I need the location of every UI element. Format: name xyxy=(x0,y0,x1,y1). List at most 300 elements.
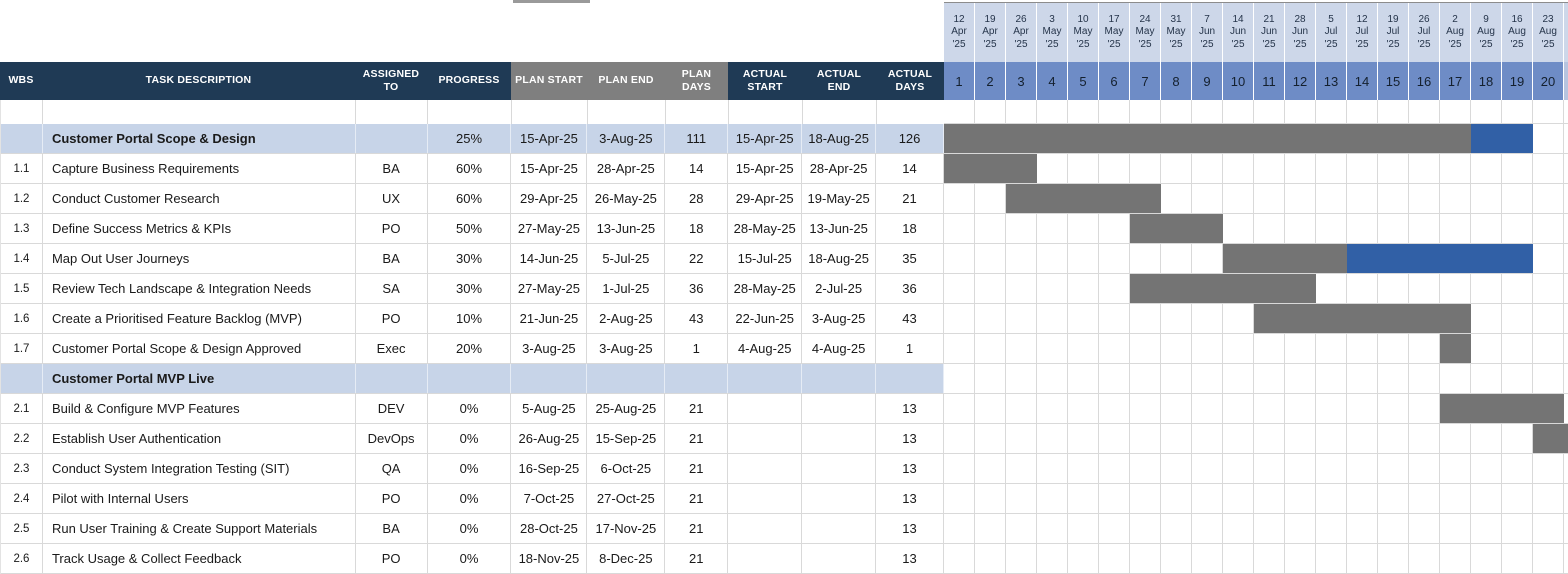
gantt-cell[interactable] xyxy=(1409,214,1440,244)
cell-task[interactable]: Conduct System Integration Testing (SIT) xyxy=(43,454,356,483)
gantt-cell[interactable] xyxy=(1347,184,1378,214)
gantt-cell[interactable] xyxy=(944,214,975,244)
cell-assigned[interactable] xyxy=(356,124,428,153)
cell-assigned[interactable]: PO xyxy=(356,484,428,513)
gantt-cell[interactable] xyxy=(1161,364,1192,394)
gantt-cell[interactable] xyxy=(1254,154,1285,184)
cell-actual_start[interactable] xyxy=(728,424,802,453)
gantt-cell[interactable] xyxy=(1533,484,1564,514)
gantt-cell[interactable] xyxy=(1037,364,1068,394)
gantt-cell[interactable] xyxy=(1223,154,1254,184)
cell-wbs[interactable]: 2.5 xyxy=(1,514,43,543)
cell-plan_end[interactable]: 25-Aug-25 xyxy=(587,394,665,423)
gantt-cell[interactable] xyxy=(1006,304,1037,334)
gantt-cell[interactable] xyxy=(1347,364,1378,394)
cell-plan_days[interactable]: 28 xyxy=(665,184,728,213)
gantt-cell[interactable] xyxy=(1192,424,1223,454)
cell-actual_days[interactable]: 13 xyxy=(876,514,944,543)
cell-task[interactable]: Track Usage & Collect Feedback xyxy=(43,544,356,573)
cell-plan_end[interactable]: 3-Aug-25 xyxy=(587,124,665,153)
cell-task[interactable]: Customer Portal Scope & Design xyxy=(43,124,356,153)
gantt-cell[interactable] xyxy=(1037,424,1068,454)
timeline-week-cell[interactable]: 9 xyxy=(1192,62,1223,100)
cell-progress[interactable]: 0% xyxy=(428,544,512,573)
cell-actual_start[interactable]: 28-May-25 xyxy=(728,274,802,303)
cell-progress[interactable]: 50% xyxy=(428,214,512,243)
gantt-cell[interactable] xyxy=(1130,364,1161,394)
timeline-date-cell[interactable] xyxy=(1440,3,1471,62)
cell-task[interactable]: Pilot with Internal Users xyxy=(43,484,356,513)
timeline-week-cell[interactable]: 15 xyxy=(1378,62,1409,100)
gantt-cell[interactable] xyxy=(1161,154,1192,184)
gantt-cell[interactable] xyxy=(1254,544,1285,574)
gantt-cell[interactable] xyxy=(1223,424,1254,454)
gantt-cell[interactable] xyxy=(1192,184,1223,214)
cell-actual_end[interactable] xyxy=(802,424,876,453)
cell-progress[interactable]: 30% xyxy=(428,274,512,303)
cell-actual_days[interactable]: 13 xyxy=(876,394,944,423)
cell-wbs[interactable]: 1.2 xyxy=(1,184,43,213)
gantt-cell[interactable] xyxy=(1006,274,1037,304)
gantt-bar-gray[interactable] xyxy=(1254,304,1471,333)
gantt-cell[interactable] xyxy=(1099,274,1130,304)
gantt-cell[interactable] xyxy=(1533,364,1564,394)
spacer-cell-wbs[interactable] xyxy=(1,100,43,124)
gantt-cell[interactable] xyxy=(1347,424,1378,454)
cell-plan_days[interactable]: 21 xyxy=(665,484,728,513)
cell-plan_end[interactable]: 6-Oct-25 xyxy=(587,454,665,483)
cell-plan_days[interactable]: 1 xyxy=(665,334,728,363)
gantt-cell[interactable] xyxy=(1409,394,1440,424)
gantt-cell[interactable] xyxy=(1440,544,1471,574)
gantt-bar-gray[interactable] xyxy=(1440,394,1564,423)
cell-task[interactable]: Create a Prioritised Feature Backlog (MVP) xyxy=(43,304,356,333)
timeline-date-cell[interactable] xyxy=(1006,3,1037,62)
cell-progress[interactable]: 10% xyxy=(428,304,512,333)
gantt-cell[interactable] xyxy=(1409,364,1440,394)
gantt-cell[interactable] xyxy=(1378,364,1409,394)
gantt-cell[interactable] xyxy=(1068,514,1099,544)
cell-task[interactable]: Conduct Customer Research xyxy=(43,184,356,213)
cell-actual_days[interactable]: 35 xyxy=(876,244,944,273)
timeline-date-cell[interactable] xyxy=(1192,3,1223,62)
cell-actual_end[interactable]: 13-Jun-25 xyxy=(802,214,876,243)
cell-plan_start[interactable]: 3-Aug-25 xyxy=(511,334,587,363)
gantt-cell[interactable] xyxy=(1285,154,1316,184)
cell-actual_end[interactable]: 3-Aug-25 xyxy=(802,304,876,333)
gantt-cell[interactable] xyxy=(1006,100,1037,124)
gantt-cell[interactable] xyxy=(1037,274,1068,304)
cell-assigned[interactable]: PO xyxy=(356,544,428,573)
spacer-cell-actual_end[interactable] xyxy=(803,100,877,124)
cell-actual_end[interactable]: 28-Apr-25 xyxy=(802,154,876,183)
cell-wbs[interactable]: 2.4 xyxy=(1,484,43,513)
cell-actual_days[interactable]: 14 xyxy=(876,154,944,183)
cell-actual_end[interactable]: 18-Aug-25 xyxy=(802,124,876,153)
gantt-cell[interactable] xyxy=(1409,274,1440,304)
gantt-cell[interactable] xyxy=(1192,364,1223,394)
cell-actual_end[interactable] xyxy=(802,514,876,543)
gantt-cell[interactable] xyxy=(1192,100,1223,124)
gantt-cell[interactable] xyxy=(1502,544,1533,574)
gantt-cell[interactable] xyxy=(944,454,975,484)
gantt-cell[interactable] xyxy=(1285,544,1316,574)
gantt-cell[interactable] xyxy=(1502,334,1533,364)
timeline-date-cell[interactable] xyxy=(1347,3,1378,62)
cell-actual_start[interactable]: 15-Apr-25 xyxy=(728,154,802,183)
cell-assigned[interactable]: Exec xyxy=(356,334,428,363)
gantt-cell[interactable] xyxy=(1440,364,1471,394)
cell-actual_start[interactable]: 22-Jun-25 xyxy=(728,304,802,333)
gantt-cell[interactable] xyxy=(1316,214,1347,244)
cell-plan_start[interactable]: 7-Oct-25 xyxy=(511,484,587,513)
cell-progress[interactable]: 30% xyxy=(428,244,512,273)
cell-plan_end[interactable]: 17-Nov-25 xyxy=(587,514,665,543)
cell-plan_days[interactable]: 43 xyxy=(665,304,728,333)
cell-assigned[interactable]: DEV xyxy=(356,394,428,423)
gantt-cell[interactable] xyxy=(1099,364,1130,394)
cell-actual_end[interactable] xyxy=(802,364,876,393)
cell-plan_start[interactable]: 18-Nov-25 xyxy=(511,544,587,573)
gantt-cell[interactable] xyxy=(1409,334,1440,364)
header-cell-plan_end[interactable]: PLAN END xyxy=(587,62,665,100)
gantt-cell[interactable] xyxy=(1471,454,1502,484)
gantt-cell[interactable] xyxy=(1533,304,1564,334)
gantt-cell[interactable] xyxy=(975,364,1006,394)
cell-actual_days[interactable]: 126 xyxy=(876,124,944,153)
gantt-cell[interactable] xyxy=(1378,100,1409,124)
gantt-cell[interactable] xyxy=(944,364,975,394)
gantt-cell[interactable] xyxy=(1347,214,1378,244)
gantt-cell[interactable] xyxy=(1347,394,1378,424)
cell-plan_end[interactable]: 13-Jun-25 xyxy=(587,214,665,243)
gantt-cell[interactable] xyxy=(1130,394,1161,424)
cell-plan_start[interactable]: 15-Apr-25 xyxy=(511,124,587,153)
gantt-cell[interactable] xyxy=(1068,214,1099,244)
gantt-cell[interactable] xyxy=(1192,394,1223,424)
gantt-cell[interactable] xyxy=(975,214,1006,244)
gantt-cell[interactable] xyxy=(1378,274,1409,304)
gantt-cell[interactable] xyxy=(1130,484,1161,514)
cell-progress[interactable]: 25% xyxy=(428,124,512,153)
gantt-cell[interactable] xyxy=(1161,544,1192,574)
gantt-cell[interactable] xyxy=(1223,544,1254,574)
gantt-bar-blue[interactable] xyxy=(1347,244,1533,273)
cell-plan_end[interactable]: 15-Sep-25 xyxy=(587,424,665,453)
cell-assigned[interactable]: BA xyxy=(356,514,428,543)
gantt-cell[interactable] xyxy=(1006,484,1037,514)
spacer-cell-progress[interactable] xyxy=(428,100,512,124)
gantt-cell[interactable] xyxy=(1533,100,1564,124)
gantt-cell[interactable] xyxy=(1068,100,1099,124)
cell-progress[interactable]: 0% xyxy=(428,424,512,453)
gantt-cell[interactable] xyxy=(1409,184,1440,214)
cell-assigned[interactable] xyxy=(356,364,428,393)
gantt-cell[interactable] xyxy=(1347,334,1378,364)
gantt-cell[interactable] xyxy=(975,304,1006,334)
cell-actual_end[interactable] xyxy=(802,454,876,483)
timeline-date-cell[interactable] xyxy=(1068,3,1099,62)
gantt-cell[interactable] xyxy=(975,274,1006,304)
gantt-cell[interactable] xyxy=(1254,334,1285,364)
gantt-cell[interactable] xyxy=(1223,100,1254,124)
timeline-week-cell[interactable]: 2 xyxy=(975,62,1006,100)
timeline-date-cell[interactable] xyxy=(1161,3,1192,62)
gantt-cell[interactable] xyxy=(1130,244,1161,274)
gantt-cell[interactable] xyxy=(1192,154,1223,184)
gantt-cell[interactable] xyxy=(1409,154,1440,184)
cell-progress[interactable]: 20% xyxy=(428,334,512,363)
spacer-cell-task[interactable] xyxy=(43,100,356,124)
cell-assigned[interactable]: UX xyxy=(356,184,428,213)
gantt-cell[interactable] xyxy=(1378,154,1409,184)
timeline-date-cell[interactable] xyxy=(1099,3,1130,62)
header-cell-plan_start[interactable]: PLAN START xyxy=(511,62,587,100)
gantt-cell[interactable] xyxy=(1347,154,1378,184)
cell-plan_end[interactable]: 2-Aug-25 xyxy=(587,304,665,333)
timeline-week-cell[interactable]: 4 xyxy=(1037,62,1068,100)
cell-plan_start[interactable]: 26-Aug-25 xyxy=(511,424,587,453)
gantt-cell[interactable] xyxy=(1192,454,1223,484)
gantt-cell[interactable] xyxy=(1254,484,1285,514)
gantt-cell[interactable] xyxy=(1533,184,1564,214)
cell-plan_end[interactable]: 28-Apr-25 xyxy=(587,154,665,183)
gantt-bar-gray[interactable] xyxy=(1533,424,1568,453)
spacer-cell-actual_days[interactable] xyxy=(877,100,945,124)
gantt-cell[interactable] xyxy=(1285,334,1316,364)
gantt-cell[interactable] xyxy=(1192,334,1223,364)
timeline-week-cell[interactable]: 1 xyxy=(944,62,975,100)
gantt-cell[interactable] xyxy=(1285,454,1316,484)
gantt-cell[interactable] xyxy=(1409,514,1440,544)
cell-task[interactable]: Build & Configure MVP Features xyxy=(43,394,356,423)
gantt-cell[interactable] xyxy=(1533,274,1564,304)
gantt-cell[interactable] xyxy=(1347,484,1378,514)
gantt-cell[interactable] xyxy=(1161,484,1192,514)
gantt-cell[interactable] xyxy=(1192,544,1223,574)
cell-plan_days[interactable]: 21 xyxy=(665,454,728,483)
gantt-cell[interactable] xyxy=(1099,454,1130,484)
gantt-cell[interactable] xyxy=(1006,334,1037,364)
cell-actual_end[interactable]: 2-Jul-25 xyxy=(802,274,876,303)
gantt-cell[interactable] xyxy=(1347,274,1378,304)
gantt-cell[interactable] xyxy=(1378,454,1409,484)
timeline-week-cell[interactable]: 3 xyxy=(1006,62,1037,100)
gantt-cell[interactable] xyxy=(1471,304,1502,334)
gantt-cell[interactable] xyxy=(1471,154,1502,184)
gantt-cell[interactable] xyxy=(1130,100,1161,124)
gantt-bar-blue[interactable] xyxy=(1471,124,1533,153)
cell-assigned[interactable]: SA xyxy=(356,274,428,303)
gantt-cell[interactable] xyxy=(975,484,1006,514)
cell-actual_start[interactable] xyxy=(728,484,802,513)
cell-plan_end[interactable]: 1-Jul-25 xyxy=(587,274,665,303)
gantt-cell[interactable] xyxy=(1254,100,1285,124)
gantt-cell[interactable] xyxy=(1254,364,1285,394)
timeline-week-cell[interactable]: 19 xyxy=(1502,62,1533,100)
spacer-cell-plan_end[interactable] xyxy=(588,100,666,124)
gantt-cell[interactable] xyxy=(1161,100,1192,124)
cell-actual_start[interactable] xyxy=(728,364,802,393)
gantt-cell[interactable] xyxy=(1192,244,1223,274)
header-cell-progress[interactable]: PROGRESS xyxy=(427,62,511,100)
gantt-cell[interactable] xyxy=(1161,394,1192,424)
gantt-cell[interactable] xyxy=(1502,184,1533,214)
gantt-cell[interactable] xyxy=(1471,184,1502,214)
gantt-cell[interactable] xyxy=(1471,424,1502,454)
timeline-date-cell[interactable] xyxy=(1378,3,1409,62)
gantt-cell[interactable] xyxy=(1037,544,1068,574)
gantt-cell[interactable] xyxy=(944,544,975,574)
cell-actual_start[interactable]: 4-Aug-25 xyxy=(728,334,802,363)
gantt-cell[interactable] xyxy=(1378,214,1409,244)
gantt-cell[interactable] xyxy=(1533,154,1564,184)
gantt-cell[interactable] xyxy=(1068,244,1099,274)
gantt-cell[interactable] xyxy=(944,394,975,424)
spacer-cell-actual_start[interactable] xyxy=(729,100,803,124)
cell-progress[interactable] xyxy=(428,364,512,393)
gantt-cell[interactable] xyxy=(1316,544,1347,574)
gantt-cell[interactable] xyxy=(975,244,1006,274)
cell-task[interactable]: Customer Portal Scope & Design Approved xyxy=(43,334,356,363)
gantt-cell[interactable] xyxy=(1223,334,1254,364)
gantt-cell[interactable] xyxy=(1347,544,1378,574)
cell-wbs[interactable]: 1.6 xyxy=(1,304,43,333)
gantt-cell[interactable] xyxy=(1099,484,1130,514)
cell-plan_days[interactable]: 21 xyxy=(665,544,728,573)
timeline-week-cell[interactable]: 5 xyxy=(1068,62,1099,100)
gantt-cell[interactable] xyxy=(1502,274,1533,304)
gantt-cell[interactable] xyxy=(1223,364,1254,394)
gantt-cell[interactable] xyxy=(1471,274,1502,304)
cell-assigned[interactable]: DevOps xyxy=(356,424,428,453)
timeline-date-cell[interactable] xyxy=(1254,3,1285,62)
gantt-cell[interactable] xyxy=(944,100,975,124)
gantt-cell[interactable] xyxy=(1285,394,1316,424)
cell-assigned[interactable]: PO xyxy=(356,214,428,243)
cell-actual_start[interactable]: 28-May-25 xyxy=(728,214,802,243)
gantt-cell[interactable] xyxy=(1440,214,1471,244)
gantt-cell[interactable] xyxy=(1285,214,1316,244)
gantt-cell[interactable] xyxy=(1316,514,1347,544)
cell-task[interactable]: Review Tech Landscape & Integration Needs xyxy=(43,274,356,303)
gantt-cell[interactable] xyxy=(1409,424,1440,454)
gantt-cell[interactable] xyxy=(1130,454,1161,484)
cell-actual_days[interactable]: 43 xyxy=(876,304,944,333)
gantt-cell[interactable] xyxy=(1006,244,1037,274)
gantt-cell[interactable] xyxy=(1533,544,1564,574)
cell-plan_days[interactable]: 14 xyxy=(665,154,728,183)
cell-actual_end[interactable]: 4-Aug-25 xyxy=(802,334,876,363)
cell-assigned[interactable]: BA xyxy=(356,244,428,273)
header-cell-plan_days[interactable]: PLAN DAYS xyxy=(665,62,728,100)
cell-wbs[interactable]: 2.3 xyxy=(1,454,43,483)
gantt-cell[interactable] xyxy=(1037,214,1068,244)
gantt-cell[interactable] xyxy=(1223,514,1254,544)
cell-plan_end[interactable]: 8-Dec-25 xyxy=(587,544,665,573)
gantt-cell[interactable] xyxy=(1037,454,1068,484)
cell-actual_end[interactable] xyxy=(802,394,876,423)
timeline-date-cell[interactable] xyxy=(1316,3,1347,62)
cell-wbs[interactable]: 1.5 xyxy=(1,274,43,303)
header-cell-actual_end[interactable]: ACTUAL END xyxy=(802,62,876,100)
gantt-cell[interactable] xyxy=(1378,184,1409,214)
gantt-cell[interactable] xyxy=(1068,304,1099,334)
gantt-cell[interactable] xyxy=(944,184,975,214)
timeline-week-cell[interactable]: 20 xyxy=(1533,62,1564,100)
timeline-week-cell[interactable]: 10 xyxy=(1223,62,1254,100)
gantt-cell[interactable] xyxy=(1161,334,1192,364)
gantt-cell[interactable] xyxy=(1471,214,1502,244)
gantt-cell[interactable] xyxy=(1440,514,1471,544)
cell-plan_start[interactable]: 16-Sep-25 xyxy=(511,454,587,483)
gantt-cell[interactable] xyxy=(1316,100,1347,124)
gantt-cell[interactable] xyxy=(1254,184,1285,214)
cell-task[interactable]: Define Success Metrics & KPIs xyxy=(43,214,356,243)
cell-plan_days[interactable]: 22 xyxy=(665,244,728,273)
cell-plan_days[interactable] xyxy=(665,364,728,393)
gantt-cell[interactable] xyxy=(1347,454,1378,484)
gantt-cell[interactable] xyxy=(1130,304,1161,334)
cell-wbs[interactable]: 2.1 xyxy=(1,394,43,423)
cell-actual_start[interactable]: 15-Jul-25 xyxy=(728,244,802,273)
gantt-cell[interactable] xyxy=(1068,274,1099,304)
gantt-cell[interactable] xyxy=(1316,394,1347,424)
gantt-cell[interactable] xyxy=(1440,184,1471,214)
gantt-cell[interactable] xyxy=(1533,244,1564,274)
gantt-bar-gray[interactable] xyxy=(1223,244,1347,273)
gantt-cell[interactable] xyxy=(944,424,975,454)
gantt-cell[interactable] xyxy=(1347,100,1378,124)
gantt-cell[interactable] xyxy=(944,514,975,544)
cell-actual_start[interactable] xyxy=(728,544,802,573)
timeline-date-cell[interactable] xyxy=(1130,3,1161,62)
gantt-cell[interactable] xyxy=(1037,514,1068,544)
gantt-cell[interactable] xyxy=(1037,484,1068,514)
cell-plan_end[interactable]: 27-Oct-25 xyxy=(587,484,665,513)
gantt-cell[interactable] xyxy=(1378,334,1409,364)
cell-actual_end[interactable]: 18-Aug-25 xyxy=(802,244,876,273)
gantt-cell[interactable] xyxy=(1099,514,1130,544)
cell-actual_days[interactable]: 13 xyxy=(876,454,944,483)
gantt-cell[interactable] xyxy=(1006,394,1037,424)
gantt-cell[interactable] xyxy=(975,544,1006,574)
gantt-cell[interactable] xyxy=(1440,424,1471,454)
cell-plan_days[interactable]: 21 xyxy=(665,394,728,423)
gantt-cell[interactable] xyxy=(1006,214,1037,244)
gantt-cell[interactable] xyxy=(1099,244,1130,274)
cell-plan_days[interactable]: 36 xyxy=(665,274,728,303)
gantt-cell[interactable] xyxy=(1254,454,1285,484)
gantt-cell[interactable] xyxy=(1347,514,1378,544)
gantt-bar-gray[interactable] xyxy=(944,124,1471,153)
cell-actual_start[interactable] xyxy=(728,514,802,543)
gantt-cell[interactable] xyxy=(1006,514,1037,544)
cell-progress[interactable]: 0% xyxy=(428,484,512,513)
cell-plan_start[interactable]: 27-May-25 xyxy=(511,214,587,243)
gantt-cell[interactable] xyxy=(1316,484,1347,514)
gantt-cell[interactable] xyxy=(1502,424,1533,454)
cell-actual_days[interactable]: 13 xyxy=(876,424,944,453)
gantt-cell[interactable] xyxy=(1099,304,1130,334)
gantt-cell[interactable] xyxy=(1316,424,1347,454)
gantt-cell[interactable] xyxy=(1037,394,1068,424)
gantt-cell[interactable] xyxy=(1068,394,1099,424)
gantt-cell[interactable] xyxy=(1006,424,1037,454)
cell-plan_start[interactable]: 15-Apr-25 xyxy=(511,154,587,183)
timeline-week-cell[interactable]: 16 xyxy=(1409,62,1440,100)
cell-plan_start[interactable]: 21-Jun-25 xyxy=(511,304,587,333)
